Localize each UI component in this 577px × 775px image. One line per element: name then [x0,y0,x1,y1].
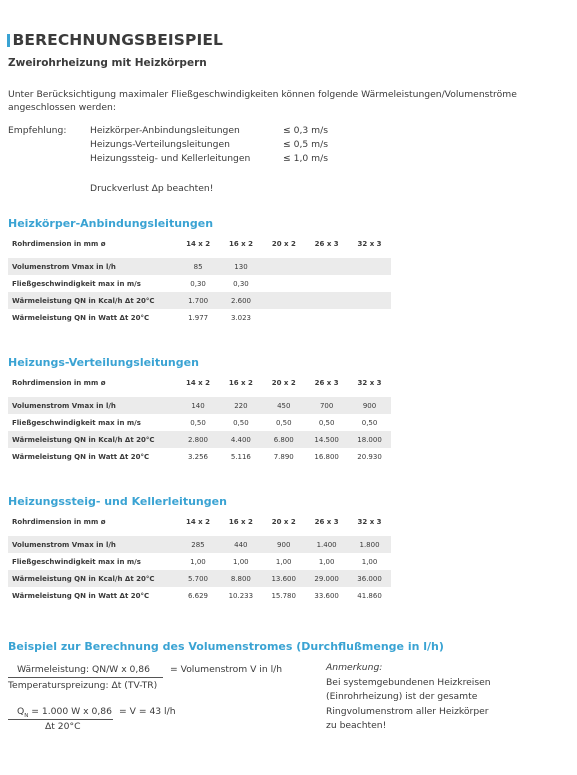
table-cell: 6.629 [187,591,208,600]
column-header: 32 x 3 [357,517,382,526]
table-cell: 5.116 [230,452,251,461]
column-header: 16 x 2 [228,517,253,526]
note-line: Ringvolumenstrom aller Heizkörper [326,705,489,717]
calculation-title: Beispiel zur Berechnung des Volumenstromes (Durchflußmenge in l/h) [8,640,444,653]
intro-paragraph: Unter Berücksichtigung maximaler Fließgeschwindigkeiten können folgende Wärmeleistungen/Volumenströme angeschlossen werden: [8,89,517,113]
fraction-line [8,677,163,678]
table-cell: 10.233 [228,591,254,600]
column-header: 26 x 3 [314,239,339,248]
table-cell: 15.780 [271,591,296,600]
table-cell [305,258,348,275]
row-label: Fließgeschwindigkeit max in m/s [12,418,141,427]
table-cell: 1,00 [233,557,249,566]
table-cell: 3.023 [230,313,251,322]
recommendation-item-value: ≤ 0,3 m/s [283,125,328,136]
row-label: Fließgeschwindigkeit max in m/s [12,279,141,288]
table-cell: 0,50 [190,418,206,427]
row-label: Volumenstrom Vmax in l/h [8,397,177,414]
table-cell: 140 [177,397,220,414]
table-row [8,292,391,309]
table-cell: 18.000 [348,431,391,448]
table-cell: 2.600 [220,292,263,309]
column-header: 16 x 2 [228,239,253,248]
recommendation-item-value: ≤ 0,5 m/s [283,139,328,150]
note-title: Anmerkung: [326,662,383,673]
table-cell: 1.977 [188,313,209,322]
table-row [8,309,391,326]
row-label: Fließgeschwindigkeit max in m/s [12,557,141,566]
table-cell: 1.800 [348,536,391,553]
row-label: Wärmeleistung QN in Kcal/h Δt 20°C [8,570,177,587]
column-header: 14 x 2 [185,378,210,387]
note-line: (Einrohrheizung) ist der gesamte [326,691,478,702]
data-table [8,374,391,465]
table-cell: 900 [348,397,391,414]
column-header: Rohrdimension in mm ø [12,517,106,526]
note-line: Bei systemgebundenen Heizkreisen [326,676,491,688]
table-cell [262,275,305,292]
table-cell: 0,50 [275,418,292,427]
table-cell: 41.860 [357,591,382,600]
table-cell [305,292,348,309]
table-cell: 0,30 [190,279,206,288]
recommendation-label: Empfehlung: [8,125,67,136]
column-header: 20 x 2 [271,517,296,526]
section-title: Heizungssteig- und Kellerleitungen [8,495,227,508]
table-cell: 29.000 [305,570,348,587]
row-label: Wärmeleistung QN in Watt Δt 20°C [12,452,150,461]
recommendation-item-name: Heizungssteig- und Kellerleitungen [90,153,251,164]
table-cell: 1,00 [361,557,378,566]
table-cell: 130 [220,258,263,275]
table-row [8,587,391,604]
table-cell: 0,50 [361,418,378,427]
table-cell [348,258,391,275]
formula2-denominator: Δt 20°C [45,721,81,732]
table-cell: 33.600 [314,591,339,600]
table-cell: 0,50 [318,418,335,427]
table-cell: 450 [262,397,305,414]
row-label: Volumenstrom Vmax in l/h [8,536,177,553]
recommendation-item-name: Heizkörper-Anbindungsleitungen [90,125,240,136]
data-table [8,513,391,604]
table-cell [262,292,305,309]
table-header-row [8,374,391,391]
table-row [8,448,391,465]
recommendation-item-value: ≤ 1,0 m/s [283,153,328,164]
table-cell: 8.800 [219,570,262,587]
note-block [326,661,526,734]
table-cell: 1.400 [305,536,348,553]
table-row [8,414,391,431]
table-cell: 285 [177,536,220,553]
table-cell: 1,00 [275,557,292,566]
table-cell [262,258,305,275]
table-cell: 2.800 [177,431,220,448]
column-header: 14 x 2 [185,517,210,526]
table-header-row [8,235,391,252]
table-cell: 14.500 [305,431,348,448]
table-row [8,536,391,553]
page-title: BERECHNUNGSBEISPIEL [12,31,224,49]
table-cell: 900 [262,536,305,553]
column-header: 26 x 3 [314,378,339,387]
column-header: 32 x 3 [357,378,382,387]
table-cell: 0,30 [233,279,249,288]
row-label: Wärmeleistung QN in Watt Δt 20°C [12,313,150,322]
table-cell: 0,50 [233,418,249,427]
table-header-row [8,513,391,530]
table-cell [348,309,391,326]
table-cell: 36.000 [348,570,391,587]
row-label: Wärmeleistung QN in Kcal/h Δt 20°C [8,431,177,448]
table-row [8,553,391,570]
recommendation-item-name: Heizungs-Verteilungsleitungen [90,139,230,150]
formula1-denominator: Temperaturspreizung: Δt (TV-TR) [8,680,158,691]
row-label: Wärmeleistung QN in Kcal/h Δt 20°C [8,292,177,309]
table-row [8,431,391,448]
table-row [8,397,391,414]
section-title: Heizungs-Verteilungsleitungen [8,356,199,369]
fraction-line [8,719,113,720]
page-subtitle: Zweirohrheizung mit Heizkörpern [8,57,207,69]
formula1-result: = Volumenstrom V in l/h [170,664,283,675]
table-cell: 7.890 [273,452,294,461]
table-cell: 6.800 [262,431,305,448]
column-header: 32 x 3 [357,239,382,248]
table-cell: 16.800 [314,452,339,461]
table-cell: 5.700 [177,570,220,587]
column-header: 16 x 2 [228,378,253,387]
table-cell: 4.400 [219,431,262,448]
table-cell [348,275,391,292]
table-cell [305,309,348,326]
table-cell: 1,00 [190,557,206,566]
table-cell: 1.700 [177,292,220,309]
column-header: Rohrdimension in mm ø [12,239,106,248]
row-label: Wärmeleistung QN in Watt Δt 20°C [12,591,150,600]
row-label: Volumenstrom Vmax in l/h [8,258,177,275]
table-cell [262,309,305,326]
table-cell: 3.256 [187,452,209,461]
table-cell: 700 [305,397,348,414]
data-table [8,235,391,326]
table-cell: 13.600 [262,570,305,587]
column-header: 20 x 2 [271,378,296,387]
formula1-numerator: Wärmeleistung: QN/W x 0,86 [17,664,151,675]
column-header: Rohrdimension in mm ø [12,378,106,387]
column-header: 14 x 2 [186,239,211,248]
column-header: 20 x 2 [271,239,296,248]
table-row [8,258,391,275]
table-cell: 220 [219,397,262,414]
table-row [8,275,391,292]
table-cell: 440 [219,536,262,553]
formula2-numerator: $Q_N = 1.000$ W x 0,86 [17,706,112,719]
column-header: 26 x 3 [314,517,339,526]
pressure-loss-note: Druckverlust Δp beachten! [90,183,214,194]
table-cell [305,275,348,292]
formula2-result: = V = 43 l/h [119,706,176,717]
table-row [8,570,391,587]
section-title: Heizkörper-Anbindungsleitungen [8,217,214,230]
table-cell: 20.930 [357,452,382,461]
table-cell [348,292,391,309]
table-cell: 1,00 [318,557,335,566]
table-cell: 85 [177,258,220,275]
note-line: zu beachten! [326,720,387,731]
